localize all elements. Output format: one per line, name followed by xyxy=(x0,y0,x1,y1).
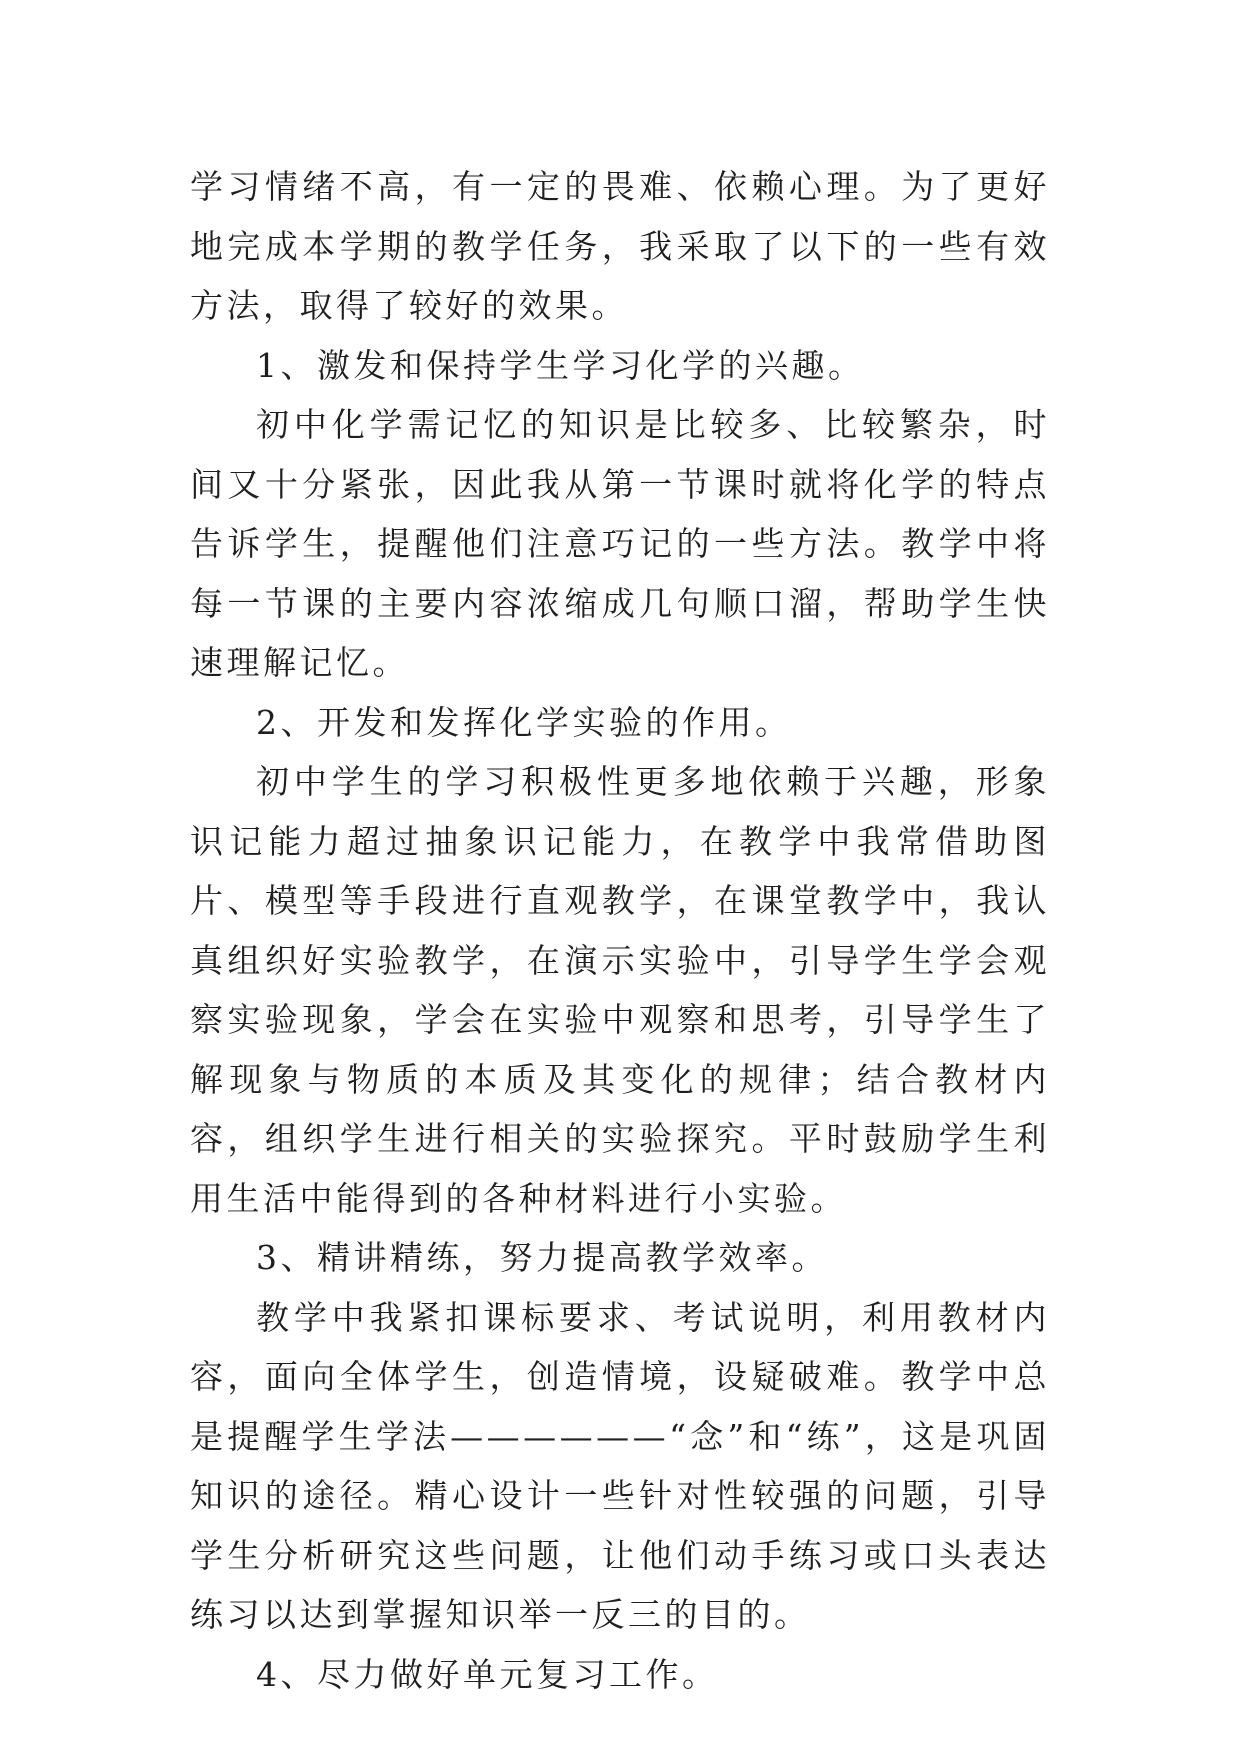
document-body xyxy=(190,157,1050,1704)
paragraph-efficiency: 教学中我紧扣课标要求、考试说明，利用教材内容，面向全体学生，创造情境，设疑破难。教学中总是提醒学生学法——————“念”和“练”，这是巩固知识的途径。精心设计一些针对性较强的问题，引导学生分析研究这些问题，让他们动手练习或口头表达练习以达到掌握知识举一反三的目的。 xyxy=(190,1297,1050,1634)
paragraph-experiments: 初中学生的学习积极性更多地依赖于兴趣，形象识记能力超过抽象识记能力，在教学中我常借助图片、模型等手段进行直观教学，在课堂教学中，我认真组织好实验教学，在演示实验中，引导学生学会观察实验现象，学会在实验中观察和思考，引导学生了解现象与物质的本质及其变化的规律；结合教材内容，组织学生进行相关的实验探究。平时鼓励学生利用生活中能得到的各种材料进行小实验。 xyxy=(190,762,1050,1218)
paragraph-intro: 学习情绪不高，有一定的畏难、依赖心理。为了更好地完成本学期的教学任务，我采取了以下的一些有效方法，取得了较好的效果。 xyxy=(190,167,1050,325)
paragraph-memory: 初中化学需记忆的知识是比较多、比较繁杂，时间又十分紧张，因此我从第一节课时就将化学的特点告诉学生，提醒他们注意巧记的一些方法。教学中将每一节课的主要内容浓缩成几句顺口溜，帮助学生快速理解记忆。 xyxy=(190,405,1050,682)
heading-2-experiments: 2、开发和发挥化学实验的作用。 xyxy=(256,702,792,742)
heading-3-efficiency: 3、精讲精练，努力提高教学效率。 xyxy=(256,1238,828,1277)
heading-1-interest: 1、激发和保持学生学习化学的兴趣。 xyxy=(256,345,865,385)
heading-4-review: 4、尽力做好单元复习工作。 xyxy=(256,1654,719,1694)
